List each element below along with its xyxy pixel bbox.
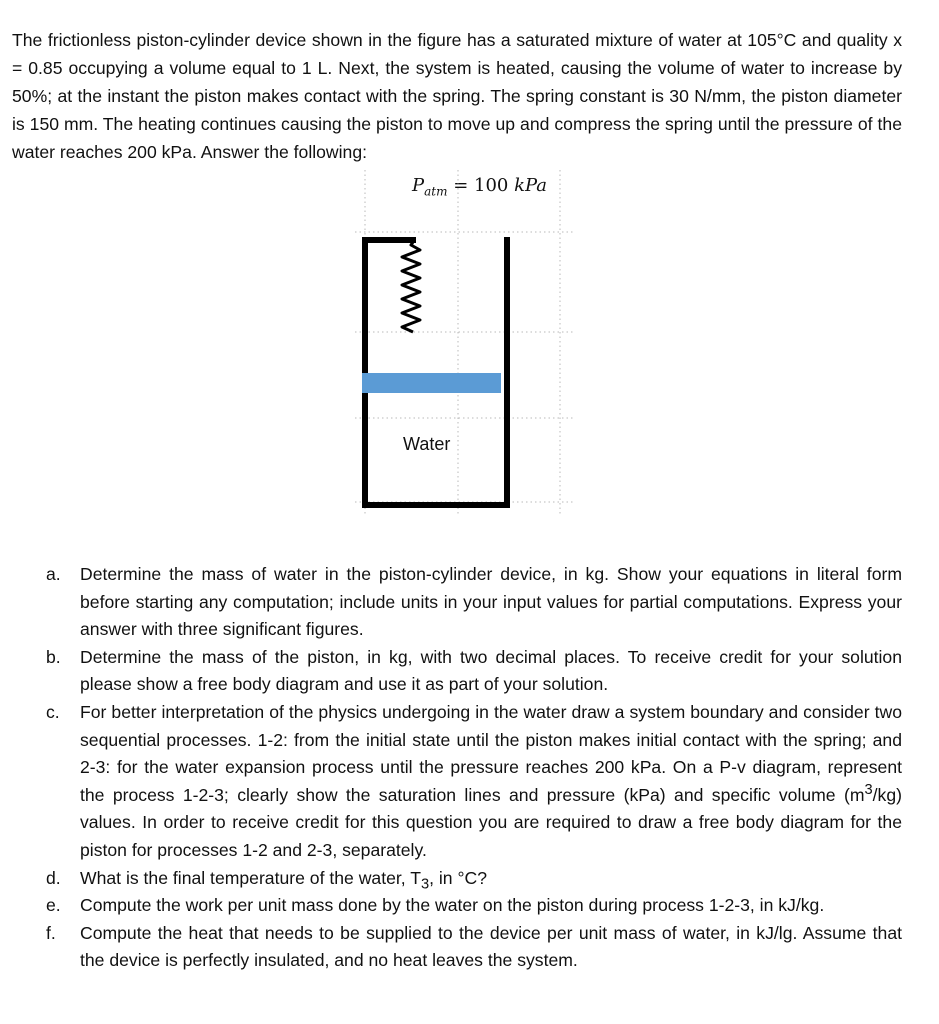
question-text: Compute the heat that needs to be supplied to the device per unit mass of water, in kJ/lg. Assume that the device is perfectly insulated, and no heat leaves the system. — [80, 922, 902, 971]
question-text: For better interpretation of the physics undergoing in the water draw a system boundary and consider two sequential processes. 1-2: from the initial state until the piston makes initial contact with the spring; and 2-3: for the water expansion process until the pressure reaches 200 kPa. On a P-v diagram, represent the process 1-2-3; clearly show the saturation lines and pressure (kPa) and specific volume (m — [80, 701, 902, 805]
question-d — [12, 865, 902, 893]
piston-cylinder-figure — [350, 170, 580, 520]
patm-subscript: atm — [424, 184, 448, 199]
question-text-continued: /kg) values. In order to receive credit for this question you are required to draw a free body diagram for the piston for processes 1-2 and 2-3, separately. — [80, 784, 902, 860]
question-letter: b. — [46, 646, 61, 667]
piston — [362, 373, 501, 393]
question-letter: e. — [46, 895, 61, 916]
patm-symbol: P — [412, 175, 425, 196]
patm-unit: kPa — [514, 175, 548, 196]
question-text: Determine the mass of water in the piston-cylinder device, in kg. Show your equations in literal form before starting any computation; include units in your input values for partial computations. Express your answer with three significant figures. — [80, 564, 902, 640]
question-text: What is the final temperature of the water, T — [80, 867, 421, 888]
question-list — [12, 561, 902, 975]
question-text: Compute the work per unit mass done by the water on the piston during process 1-2-3, in kJ/kg. — [80, 895, 825, 916]
water-label: Water — [403, 434, 451, 454]
left-wall-and-top-cap — [365, 240, 507, 505]
patm-equals: = 100 — [447, 175, 515, 196]
subscript: 3 — [420, 876, 430, 893]
question-text-continued: , in °C? — [429, 867, 488, 888]
superscript: 3 — [864, 781, 873, 798]
guide-dotted-lines — [355, 170, 575, 515]
question-a — [12, 561, 902, 644]
spring — [402, 242, 420, 332]
cylinder-walls — [365, 240, 507, 505]
question-text: Determine the mass of the piston, in kg, with two decimal places. To receive credit for your solution please show a free body diagram and use it as part of your solution. — [80, 646, 902, 695]
question-letter: f. — [46, 922, 56, 943]
question-letter: c. — [46, 701, 60, 722]
question-letter: d. — [46, 867, 61, 888]
question-c — [12, 699, 902, 865]
question-b — [12, 644, 902, 699]
question-letter: a. — [46, 564, 61, 584]
problem-statement: The frictionless piston-cylinder device shown in the figure has a saturated mixture of water at 105°C and quality x = 0.85 occupying a volume equal to 1 L. Next, the system is heated, causing the volume of water to increase by 50%; at the instant the piston makes contact with the spring. The spring constant is 30 N/mm, the piston diameter is 150 mm. The heating continues causing the piston to move up and compress the spring until the pressure of the water reaches 200 kPa. Answer the following: — [12, 29, 902, 162]
question-f — [12, 920, 902, 975]
question-e — [12, 892, 902, 920]
